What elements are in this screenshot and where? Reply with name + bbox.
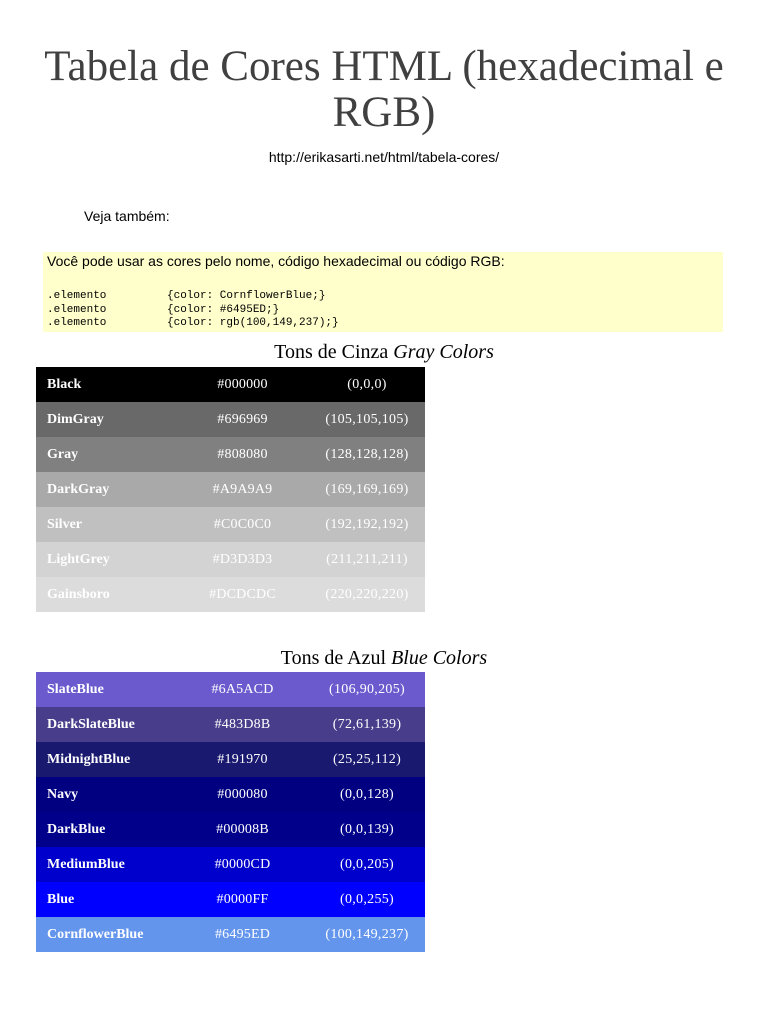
color-rgb: (192,192,192) [325,516,409,532]
code-line [47,304,339,318]
color-name: MediumBlue [47,856,125,872]
code-selector: .elemento [47,317,107,329]
color-row [36,917,425,952]
color-rgb: (105,105,105) [325,411,409,427]
color-row [36,437,425,472]
code-rule: {color: #6495ED;} [167,303,280,316]
color-name: Navy [47,786,79,802]
color-rgb: (106,90,205) [329,681,405,697]
color-rgb: (211,211,211) [326,551,408,567]
gray-section-title-pt: Tons de Cinza [274,341,389,363]
color-name: DimGray [47,411,104,427]
color-rgb: (0,0,205) [339,856,395,872]
blue-section-title-en: Blue Colors [391,647,488,669]
color-rgb: (72,61,139) [332,716,402,732]
code-line [47,290,339,304]
color-name: LightGrey [47,551,110,567]
color-name: CornflowerBlue [47,926,144,942]
color-rgb: (100,149,237) [325,926,409,942]
color-hex: #6495ED [214,926,271,942]
color-name: Gainsboro [47,586,110,602]
usage-note-box [43,252,723,332]
color-row [36,847,425,882]
color-hex: #6A5ACD [211,681,274,697]
color-name: MidnightBlue [47,751,131,767]
color-hex: #0000CD [214,856,271,872]
gray-color-table [36,367,425,612]
code-example [47,290,339,331]
color-hex: #D3D3D3 [212,551,273,567]
color-name: DarkSlateBlue [47,716,135,732]
color-hex: #DCDCDC [209,586,276,602]
color-rgb: (220,220,220) [325,586,409,602]
color-rgb: (128,128,128) [325,446,409,462]
color-name: SlateBlue [47,681,104,697]
gray-section-title-en: Gray Colors [393,341,494,363]
color-row [36,672,425,707]
code-selector: .elemento [47,290,107,302]
color-hex: #0000FF [216,891,269,907]
color-row [36,542,425,577]
color-name: Blue [47,891,75,907]
color-name: DarkBlue [47,821,106,837]
code-line [47,317,339,331]
blue-section-title [0,647,768,670]
color-row [36,777,425,812]
color-rgb: (0,0,255) [339,891,395,907]
color-row [36,707,425,742]
usage-note-text: Você pode usar as cores pelo nome, código hexadecimal ou código RGB: [47,253,505,269]
color-row [36,472,425,507]
color-hex: #A9A9A9 [212,481,273,497]
blue-color-table [36,672,425,952]
gray-section-title [0,341,768,364]
color-hex: #000000 [217,376,268,392]
color-rgb: (0,0,0) [347,376,387,392]
color-rgb: (25,25,112) [332,751,402,767]
color-name: DarkGray [47,481,110,497]
source-url[interactable]: http://erikasarti.net/html/tabela-cores/ [268,149,500,165]
color-hex: #483D8B [214,716,271,732]
blue-section-title-pt: Tons de Azul [280,647,387,669]
color-hex: #808080 [217,446,268,462]
code-rule: {color: CornflowerBlue;} [167,290,326,302]
color-row [36,882,425,917]
color-rgb: (0,0,128) [339,786,395,802]
page-title: Tabela de Cores HTML (hexadecimal e RGB) [44,43,724,136]
color-name: Black [47,376,82,392]
color-name: Silver [47,516,82,532]
color-row [36,402,425,437]
color-hex: #00008B [216,821,269,837]
color-row [36,577,425,612]
color-hex: #C0C0C0 [213,516,272,532]
color-hex: #696969 [217,411,268,427]
color-row [36,367,425,402]
color-row [36,812,425,847]
color-hex: #191970 [217,751,268,767]
color-rgb: (169,169,169) [325,481,409,497]
code-rule: {color: rgb(100,149,237);} [167,317,339,329]
color-hex: #000080 [217,786,268,802]
color-row [36,507,425,542]
color-name: Gray [47,446,79,462]
color-rgb: (0,0,139) [339,821,395,837]
color-row [36,742,425,777]
code-selector: .elemento [47,303,107,316]
see-also-label: Veja também: [84,208,170,224]
